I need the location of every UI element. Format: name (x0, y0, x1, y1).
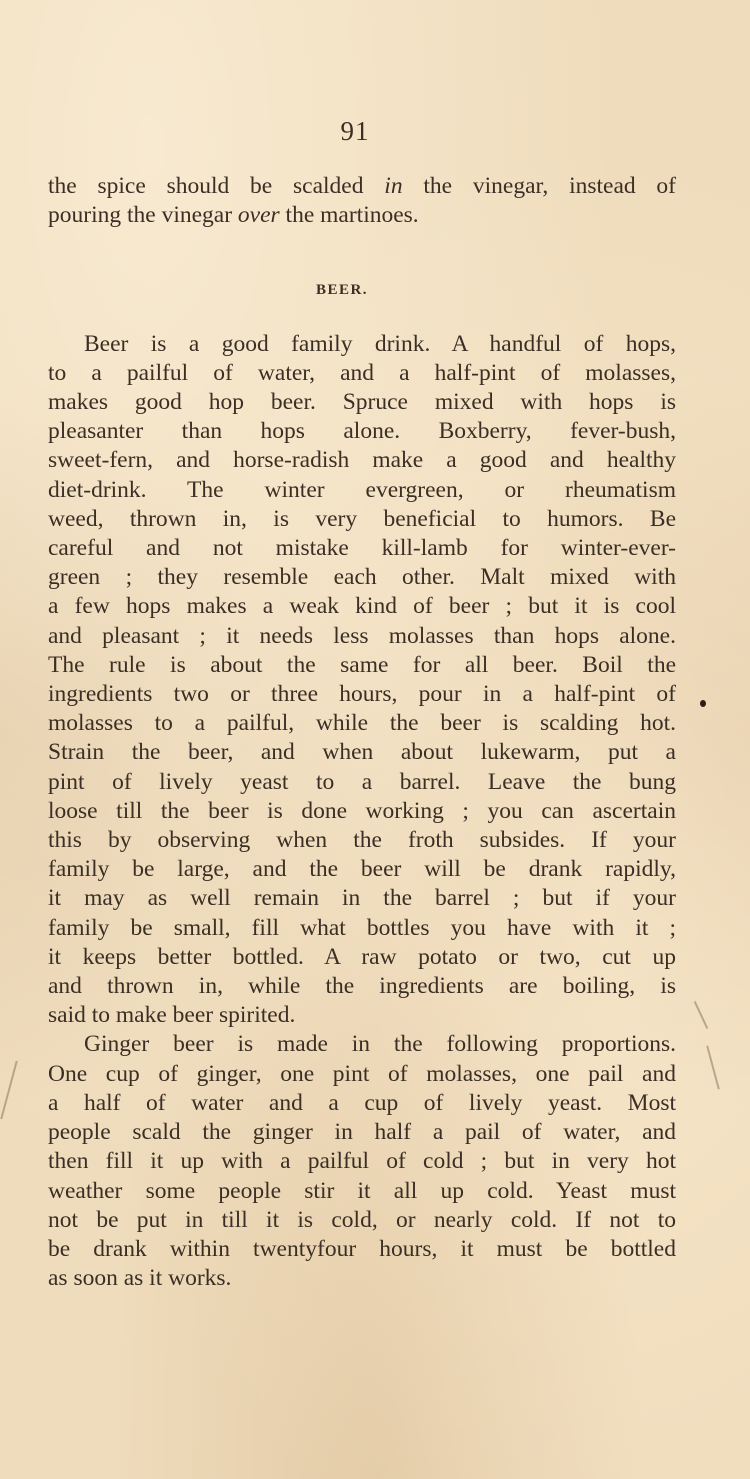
ginger-beer-paragraph (48, 1030, 676, 1293)
text-line: sweet-fern, and horse-radish make a good and healthy (48, 447, 676, 474)
text-line: Beer is a good family drink. A handful of hops, (84, 330, 676, 357)
text-line: pouring the vinegar over the martinoes. (48, 202, 419, 229)
text-line: weed, thrown in, is very beneficial to humors. Be (48, 505, 676, 532)
text-line: people scald the ginger in half a pail of water, and (48, 1119, 676, 1146)
section-heading: BEER. (315, 282, 369, 299)
text-line: The rule is about the same for all beer. Boil the (48, 651, 676, 678)
text-line: a few hops makes a weak kind of beer ; but it is cool (48, 593, 676, 620)
page-text (48, 172, 676, 1293)
text-line: green ; they resemble each other. Malt mixed with (48, 564, 676, 591)
text-line: One cup of ginger, one pint of molasses, one pail and (48, 1060, 676, 1087)
text-line: makes good hop beer. Spruce mixed with hops is (48, 389, 676, 416)
text-line: pint of lively yeast to a barrel. Leave the bung (48, 768, 676, 795)
text-line: this by observing when the froth subsides. If your (48, 827, 676, 854)
text-line: molasses to a pailful, while the beer is scalding hot. (48, 710, 676, 737)
beer-paragraph (48, 330, 676, 1031)
text-line: it may as well remain in the barrel ; but if your (48, 885, 676, 912)
text-line: as soon as it works. (48, 1265, 232, 1292)
text-line: family be small, fill what bottles you have with it ; (48, 914, 676, 941)
text-line: careful and not mistake kill-lamb for winter-ever- (48, 535, 676, 562)
text-line: weather some people stir it all up cold. Yeast must (48, 1177, 676, 1204)
text-line: a half of water and a cup of lively yeast. Most (48, 1089, 676, 1116)
text-line: family be large, and the beer will be drank rapidly, (48, 856, 676, 883)
text-line: Strain the beer, and when about lukewarm, put a (48, 739, 676, 766)
text-line: the spice should be scalded in the vinegar, instead of (48, 173, 677, 199)
paper-scratch (0, 1061, 17, 1119)
text-line: be drank within twentyfour hours, it must be bottled (48, 1235, 676, 1262)
intro-continuation (48, 172, 676, 230)
page-number: 91 (340, 116, 370, 146)
text-line: diet-drink. The winter evergreen, or rheumatism (48, 476, 676, 503)
text-line: not be put in till it is cold, or nearly cold. If not to (48, 1206, 676, 1233)
text-line: then fill it up with a pailful of cold ; but in very hot (48, 1148, 676, 1175)
text-line: to a pailful of water, and a half-pint of molasses, (48, 359, 676, 386)
text-line: pleasanter than hops alone. Boxberry, fever-bush, (48, 418, 676, 445)
paper-scratch (694, 1001, 708, 1029)
text-line: said to make beer spirited. (48, 1002, 296, 1029)
ink-spot (700, 700, 706, 707)
text-line: and pleasant ; it needs less molasses than hops alone. (48, 622, 676, 649)
text-line: it keeps better bottled. A raw potato or two, cut up (48, 943, 676, 970)
paper-scratch (706, 1046, 720, 1090)
text-line: ingredients two or three hours, pour in a half-pint of (48, 681, 676, 708)
text-line: loose till the beer is done working ; you can ascertain (48, 797, 676, 824)
text-line: and thrown in, while the ingredients are boiling, is (48, 973, 676, 1000)
text-line: Ginger beer is made in the following proportions. (84, 1031, 676, 1058)
